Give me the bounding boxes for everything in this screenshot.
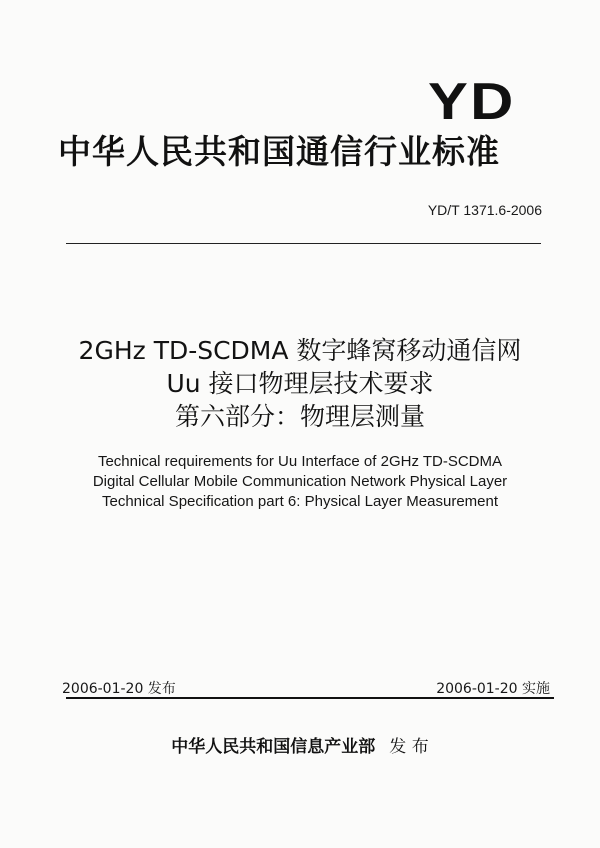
standard-category-title: 中华人民共和国通信行业标准 <box>58 132 500 171</box>
chinese-title <box>40 334 560 433</box>
publisher-verb: 发 布 <box>389 737 429 757</box>
standard-number: YD/T 1371.6-2006 <box>427 202 542 218</box>
chinese-title-line-3: 第六部分：物理层测量 <box>174 402 425 431</box>
effective-date: 2006-01-20 实施 <box>436 681 550 697</box>
chinese-title-line-1: 2GHz TD-SCDMA 数字蜂窝移动通信网 <box>78 336 522 365</box>
publisher-name: 中华人民共和国信息产业部 <box>171 737 376 757</box>
yd-logo: YD <box>428 73 516 131</box>
english-title-line-2: Digital Cellular Mobile Communication Network Physical Layer <box>92 473 508 490</box>
english-title-line-1: Technical requirements for Uu Interface of 2GHz TD-SCDMA <box>97 453 503 470</box>
publisher-line <box>40 732 560 757</box>
english-title <box>40 452 560 512</box>
english-title-line-3: Technical Specification part 6: Physical Layer Measurement <box>101 493 499 510</box>
issue-date: 2006-01-20 发布 <box>62 681 176 697</box>
chinese-title-line-2: Uu 接口物理层技术要求 <box>166 369 434 398</box>
footer-rule <box>66 697 554 699</box>
header-rule <box>66 243 541 244</box>
